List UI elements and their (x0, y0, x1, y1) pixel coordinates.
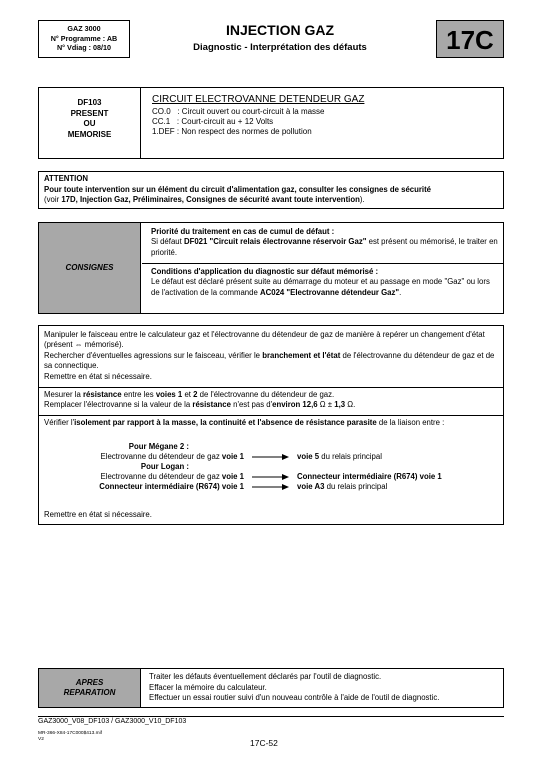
conditions-text-part: . (399, 287, 402, 297)
fault-state-line: PRESENT (70, 108, 109, 118)
attention-box (38, 171, 504, 209)
step-text-emphasis: résistance (83, 390, 122, 399)
step-text-part: de la liaison entre : (376, 418, 445, 427)
fault-code: DF103 (77, 98, 102, 107)
step-text-emphasis: 2 (193, 390, 198, 399)
conditions-command-ref: AC024 "Electrovanne détendeur Gaz" (259, 287, 400, 297)
after-repair-label (39, 669, 141, 707)
footer-file-name: MR-366-X84-17C000$413.mif (38, 731, 102, 736)
connection-target (297, 452, 382, 462)
connection-source (39, 472, 244, 482)
after-repair-label-line: REPARATION (63, 688, 116, 697)
step-text-emphasis: branchement et l'état (262, 350, 341, 360)
conditions-text-part: Le défaut est déclaré présent suite au démarrage du moteur et au passage en mode "Gaz" ou lors de l'activation de la commande (151, 277, 490, 297)
step-text-part: Ω ± (317, 400, 335, 410)
fault-code-cell (39, 88, 141, 158)
connection-source-pin: Connecteur intermédiaire (R674) voie 1 (99, 482, 244, 491)
attention-text: (voir (44, 195, 62, 204)
attention-line (44, 195, 498, 206)
step-text (44, 351, 499, 372)
step-text-part: et (182, 390, 194, 399)
connection-target-pin: Connecteur intermédiaire (R674) voie 1 (297, 472, 442, 481)
step-text-part: Rechercher d'éventuelles agressions sur le faisceau, vérifier le (44, 350, 263, 360)
resistance-value: environ 12,6 (272, 400, 318, 410)
fault-line: CO.0 : Circuit ouvert ou court-circuit à la masse (152, 107, 325, 116)
footer-divider (38, 716, 504, 717)
diagnostic-box (38, 325, 504, 525)
step-text: Manipuler le faisceau entre le calculateur gaz et l'électrovanne du détendeur de gaz de manière à repérer un changement d'état (présent ⇔ mémorisé). (44, 330, 485, 350)
attention-reference: 17D, Injection Gaz, Préliminaires, Consignes de sécurité avant toute intervention (61, 195, 360, 204)
fault-block (38, 87, 504, 159)
after-repair-line: Traiter les défauts éventuellement déclarés par l'outil de diagnostic. (149, 672, 382, 681)
connection-target (297, 482, 387, 492)
header-info-line: N° Vdiag : 08/10 (56, 43, 111, 52)
after-repair-box (38, 668, 504, 708)
conditions-title: Conditions d'application du diagnostic sur défaut mémorisé : (151, 267, 379, 276)
step-resistance-check (44, 390, 499, 411)
divider (39, 415, 503, 416)
header-info-line: N° Programme : AB (50, 33, 118, 43)
connection-source (39, 482, 244, 492)
after-repair-label-line: APRES (75, 678, 104, 687)
footer-reference: GAZ3000_V08_DF103 / GAZ3000_V10_DF103 (38, 718, 187, 725)
arrow-right-icon (252, 472, 290, 482)
step-harness-check (44, 330, 499, 382)
priority-text-part: Si défaut (151, 237, 184, 247)
step-text: Remettre en état si nécessaire. (44, 510, 152, 519)
step-text-part: Remplacer l'électrovanne si la valeur de la (44, 400, 193, 410)
step-text-emphasis: résistance (192, 400, 231, 410)
arrow-right-icon (252, 452, 290, 462)
fault-line: 1.DEF : Non respect des normes de pollution (152, 127, 312, 137)
fault-state-line: OU (83, 119, 96, 128)
fault-state-line: MEMORISE (67, 129, 112, 139)
header-info-box (38, 20, 130, 58)
vehicle-label-megane: Pour Mégane 2 : (128, 442, 189, 451)
attention-label: ATTENTION (44, 174, 89, 183)
step-text: Remettre en état si nécessaire. (44, 371, 152, 381)
consignes-label: CONSIGNES (39, 223, 141, 313)
fault-description (152, 107, 325, 138)
step-insulation-check (44, 418, 499, 428)
arrow-right-icon (252, 482, 290, 492)
step-text (44, 400, 499, 410)
connection-target-text: du relais principal (319, 452, 382, 461)
step-text-part: de l'électrovanne du détendeur de gaz et de sa connectique. (44, 350, 495, 371)
fault-line: CC.1 : Court-circuit au + 12 Volts (152, 117, 274, 127)
connection-source-pin: voie 1 (221, 452, 244, 461)
fault-title: CIRCUIT ELECTROVANNE DETENDEUR GAZ (152, 94, 365, 105)
page-subtitle: Diagnostic - Interprétation des défauts (193, 42, 367, 53)
step-text-part: Vérifier l' (44, 418, 75, 427)
header-info-line: GAZ 3000 (67, 24, 101, 33)
step-text-part: entre les (121, 390, 156, 399)
consignes-box (38, 222, 504, 314)
priority-text (151, 237, 499, 258)
resistance-tolerance: 1,3 (334, 400, 346, 410)
connection-target-text: du relais principal (324, 482, 388, 491)
vehicle-label-logan: Pour Logan : (140, 462, 189, 471)
connection-target (297, 472, 442, 482)
attention-text: ). (359, 195, 365, 204)
connection-target-pin: voie 5 (297, 452, 320, 461)
footer-version: V2 (38, 737, 44, 742)
section-code-badge: 17C (436, 20, 504, 58)
conditions-text (151, 277, 499, 298)
page-number: 17C-52 (250, 738, 278, 748)
priority-fault-ref: DF021 "Circuit relais électrovanne réservoir Gaz" (183, 237, 367, 247)
connection-source-text: Electrovanne du détendeur de gaz (100, 472, 222, 481)
after-repair-line: Effacer la mémoire du calculateur. (149, 682, 267, 692)
after-repair-instructions (149, 672, 439, 704)
step-text-part: Ω. (345, 400, 356, 410)
connection-source (39, 452, 244, 462)
priority-text-part: est présent ou mémorisé, le traiter en priorité. (151, 237, 498, 257)
step-text (44, 418, 499, 428)
step-text-part: de l'électrovanne du détendeur de gaz. (197, 390, 335, 399)
step-text-emphasis: voies 1 (155, 390, 183, 399)
after-repair-line: Effectuer un essai routier suivi d'un nouveau contrôle à l'aide de l'outil de diagnostic. (149, 693, 440, 702)
connection-target-pin: voie A3 (297, 482, 325, 491)
divider (39, 387, 503, 388)
connection-source-pin: voie 1 (221, 472, 244, 481)
divider (142, 263, 503, 264)
consignes-conditions (151, 267, 499, 298)
page-title: INJECTION GAZ (225, 22, 335, 38)
step-text (44, 390, 499, 400)
priority-title: Priorité du traitement en cas de cumul de défaut : (151, 227, 335, 236)
connection-source-text: Electrovanne du détendeur de gaz (100, 452, 222, 461)
consignes-priority (151, 227, 499, 258)
step-text-emphasis: isolement par rapport à la masse, la continuité et l'absence de résistance parasite (74, 418, 377, 427)
step-text-part: n'est pas d' (230, 400, 273, 410)
step-text-part: Mesurer la (44, 390, 83, 399)
attention-line: Pour toute intervention sur un élément du circuit d'alimentation gaz, consulter les consignes de sécurité (44, 184, 432, 194)
footer-file-info (38, 731, 102, 743)
